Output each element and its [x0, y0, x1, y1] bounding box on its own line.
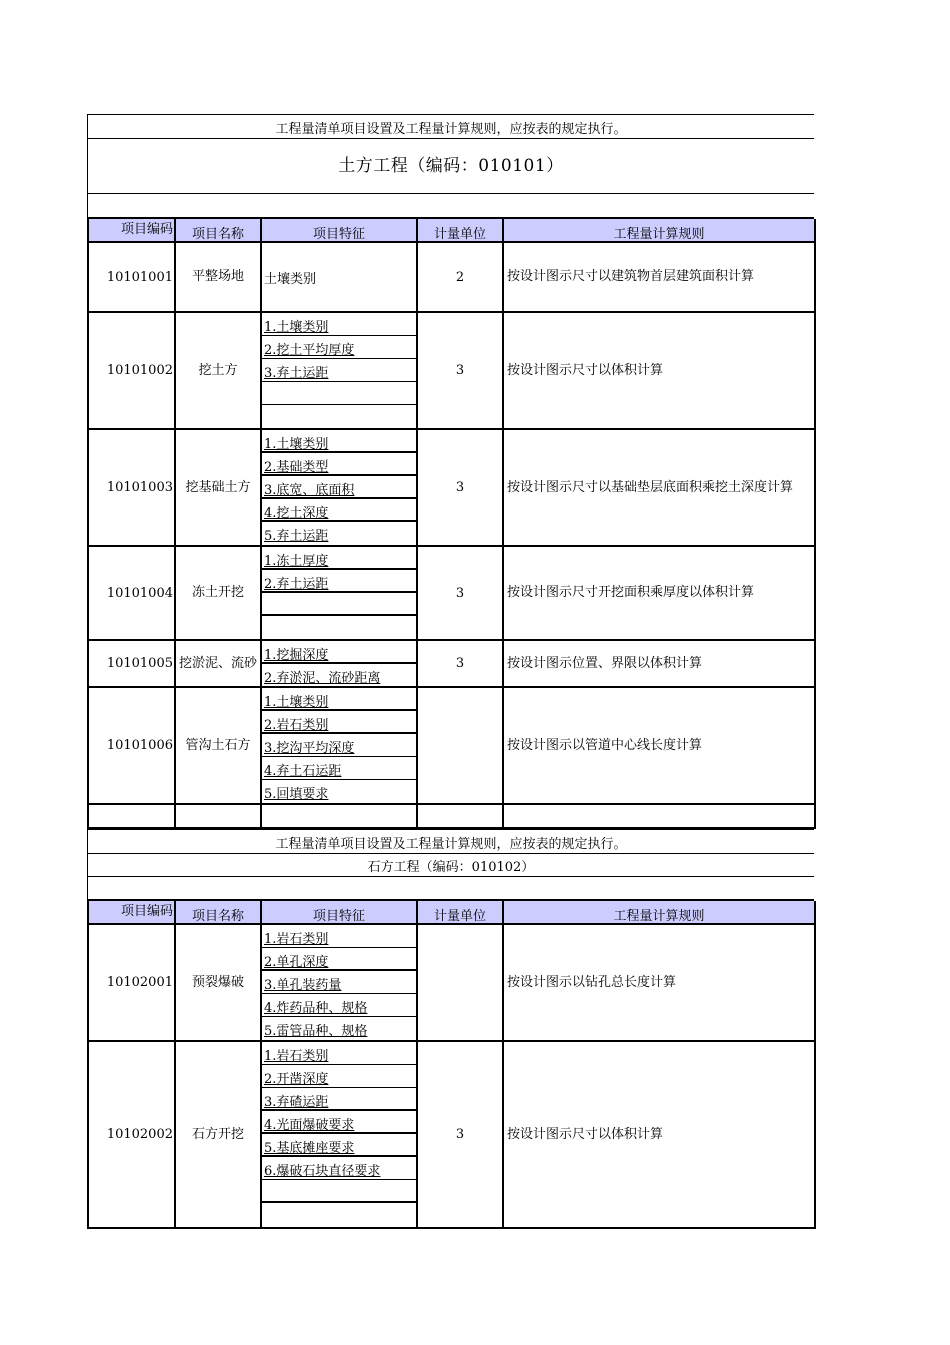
feature-line: 6.爆破石块直径要求 — [262, 1157, 416, 1180]
feature-line: 5.回填要求 — [264, 787, 329, 802]
feature-line: 3.单孔装药量 — [262, 971, 416, 994]
item-features — [262, 547, 418, 641]
item-rule: 按设计图示尺寸开挖面积乘厚度以体积计算 — [504, 547, 816, 641]
item-rule: 按设计图示尺寸以基础垫层底面积乘挖土深度计算 — [504, 430, 816, 547]
feature-line: 3.底宽、底面积 — [262, 476, 416, 499]
item-features — [262, 688, 418, 805]
item-code: 10102002 — [89, 1042, 176, 1229]
feature-line: 5.弃土运距 — [264, 529, 329, 544]
header-code: 项目编码 — [89, 219, 176, 243]
feature-line: 1.岩石类别 — [262, 1042, 416, 1065]
spreadsheet-page — [87, 114, 814, 1229]
item-rule: 按设计图示尺寸以体积计算 — [504, 313, 816, 430]
item-rule: 按设计图示以钻孔总长度计算 — [504, 925, 816, 1042]
feature-line: 3.弃碴运距 — [262, 1088, 416, 1111]
feature-line: 4.弃土石运距 — [262, 757, 416, 780]
header-name: 项目名称 — [176, 901, 262, 925]
item-unit: 3 — [418, 1042, 504, 1229]
item-unit: 3 — [418, 641, 504, 688]
header-name: 项目名称 — [176, 219, 262, 243]
item-name: 管沟土石方 — [176, 688, 262, 805]
feature-line: 1.土壤类别 — [262, 688, 416, 711]
item-code: 10102001 — [89, 925, 176, 1042]
section2-title: 石方工程（编码：010102） — [87, 853, 814, 876]
item-unit: 2 — [418, 243, 504, 313]
feature-line — [262, 405, 416, 428]
header-features: 项目特征 — [262, 219, 418, 243]
feature-line: 2.挖土平均厚度 — [262, 336, 416, 359]
blank-row — [87, 876, 814, 899]
feature-line — [262, 382, 416, 405]
item-name: 石方开挖 — [176, 1042, 262, 1229]
feature-line: 2.弃淤泥、流砂距离 — [264, 671, 381, 686]
header-rule: 工程量计算规则 — [504, 219, 816, 243]
feature-line: 2.弃土运距 — [262, 570, 416, 593]
item-code: 10101002 — [89, 313, 176, 430]
item-unit: 3 — [418, 547, 504, 641]
feature-line: 5.基底摊座要求 — [262, 1134, 416, 1157]
item-unit: 3 — [418, 313, 504, 430]
item-features — [262, 313, 418, 430]
feature-line — [262, 1180, 416, 1203]
section1-table — [87, 217, 814, 829]
header-unit: 计量单位 — [418, 901, 504, 925]
empty-cell — [418, 805, 504, 829]
section2-note: 工程量清单项目设置及工程量计算规则，应按表的规定执行。 — [87, 829, 814, 853]
item-code: 10101003 — [89, 430, 176, 547]
item-code: 10101001 — [89, 243, 176, 313]
item-code: 10101004 — [89, 547, 176, 641]
feature-line — [262, 593, 416, 616]
item-unit: 3 — [418, 430, 504, 547]
item-features — [262, 925, 418, 1042]
item-rule: 按设计图示以管道中心线长度计算 — [504, 688, 816, 805]
item-name: 挖土方 — [176, 313, 262, 430]
item-features — [262, 1042, 418, 1229]
item-name: 挖基础土方 — [176, 430, 262, 547]
item-name: 冻土开挖 — [176, 547, 262, 641]
feature-line: 1.冻土厚度 — [262, 547, 416, 570]
item-features — [262, 430, 418, 547]
feature-line: 4.炸药品种、规格 — [262, 994, 416, 1017]
section1-note: 工程量清单项目设置及工程量计算规则，应按表的规定执行。 — [87, 114, 814, 138]
feature-line: 4.光面爆破要求 — [262, 1111, 416, 1134]
item-rule: 按设计图示尺寸以建筑物首层建筑面积计算 — [504, 243, 816, 313]
feature-line: 1.土壤类别 — [262, 430, 416, 453]
feature-line: 2.单孔深度 — [262, 948, 416, 971]
feature-line: 2.开凿深度 — [262, 1065, 416, 1088]
empty-cell — [176, 805, 262, 829]
header-code: 项目编码 — [89, 901, 176, 925]
feature-line: 2.基础类型 — [262, 453, 416, 476]
feature-line: 1.挖掘深度 — [262, 641, 416, 664]
blank-row — [87, 193, 814, 217]
item-features — [262, 641, 418, 688]
item-unit — [418, 688, 504, 805]
item-code: 10101006 — [89, 688, 176, 805]
feature-line: 2.岩石类别 — [262, 711, 416, 734]
item-features: 土壤类别 — [262, 243, 418, 313]
feature-line — [262, 616, 416, 639]
empty-cell — [89, 805, 176, 829]
item-unit — [418, 925, 504, 1042]
header-features: 项目特征 — [262, 901, 418, 925]
feature-line: 3.弃土运距 — [262, 359, 416, 382]
feature-line: 1.土壤类别 — [262, 313, 416, 336]
section2-table — [87, 899, 814, 1229]
item-code: 10101005 — [89, 641, 176, 688]
empty-cell — [504, 805, 816, 829]
header-unit: 计量单位 — [418, 219, 504, 243]
feature-line: 5.雷管品种、规格 — [264, 1024, 368, 1039]
item-rule: 按设计图示位置、界限以体积计算 — [504, 641, 816, 688]
empty-cell — [262, 805, 418, 829]
feature-line: 3.挖沟平均深度 — [262, 734, 416, 757]
item-name: 预裂爆破 — [176, 925, 262, 1042]
feature-line: 1.岩石类别 — [262, 925, 416, 948]
item-rule: 按设计图示尺寸以体积计算 — [504, 1042, 816, 1229]
feature-line: 4.挖土深度 — [262, 499, 416, 522]
item-name: 平整场地 — [176, 243, 262, 313]
header-rule: 工程量计算规则 — [504, 901, 816, 925]
feature-line — [262, 1203, 416, 1226]
section1-title: 土方工程（编码：010101） — [87, 138, 814, 193]
item-name: 挖淤泥、流砂 — [176, 641, 262, 688]
